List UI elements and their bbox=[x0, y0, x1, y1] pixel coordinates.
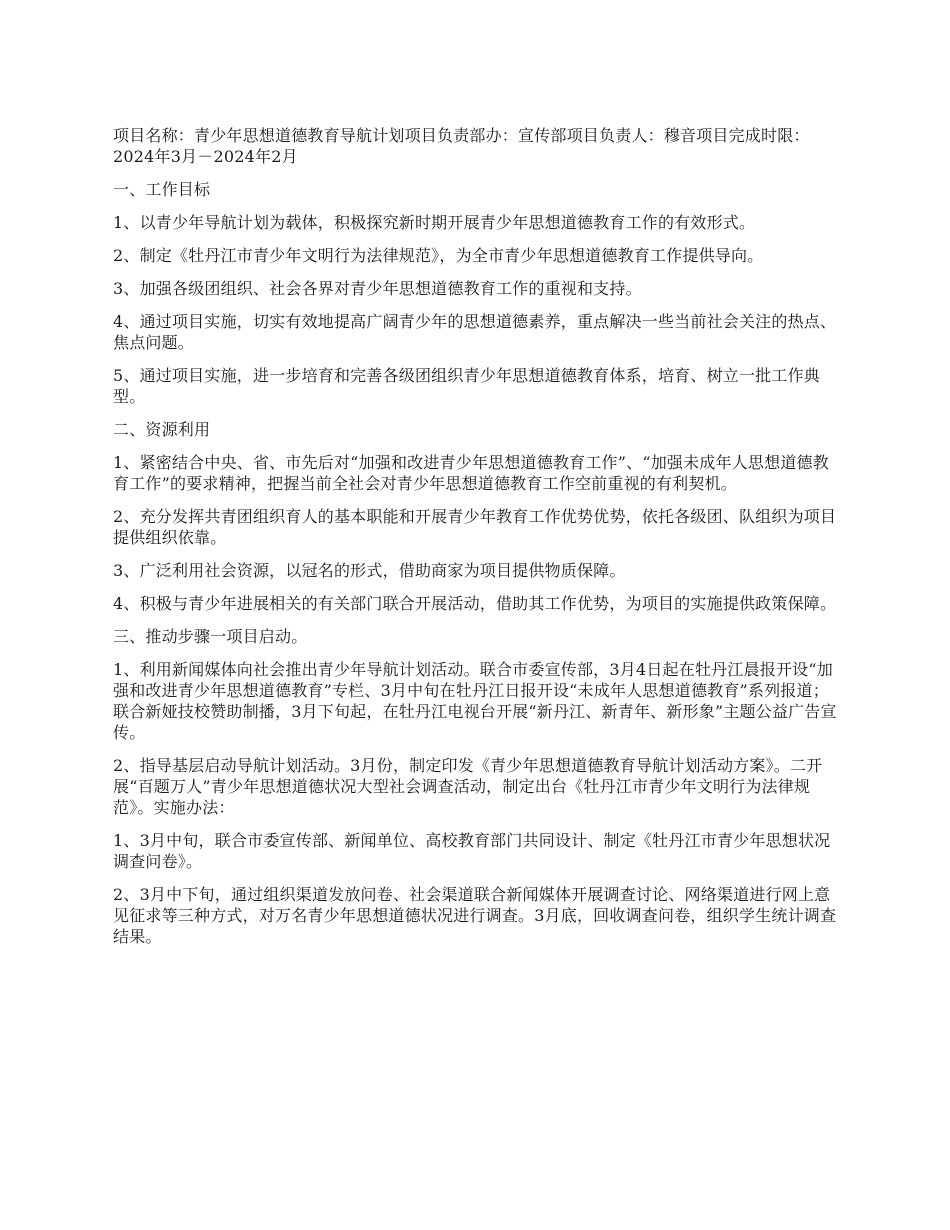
goal-item-4: 4、通过项目实施，切实有效地提高广阔青少年的思想道德素养，重点解决一些当前社会关注的热点、焦点问题。 bbox=[113, 312, 837, 352]
resource-item-4: 4、积极与青少年进展相关的有关部门联合开展活动，借助其工作优势，为项目的实施提供政策保障。 bbox=[113, 594, 837, 613]
goal-item-5: 5、通过项目实施，进一步培育和完善各级团组织青少年思想道德教育体系，培育、树立一批工作典型。 bbox=[113, 366, 820, 406]
method-item-1: 1、3月中旬，联合市委宣传部、新闻单位、高校教育部门共同设计、制定《牡丹江市青少年思想状况调查问卷》。 bbox=[113, 831, 831, 871]
section-heading-resources: 二、资源利用 bbox=[113, 420, 211, 439]
goal-item-2: 2、制定《牡丹江市青少年文明行为法律规范》，为全市青少年思想道德教育工作提供导向。 bbox=[113, 246, 764, 265]
goal-item-3: 3、加强各级团组织、社会各界对青少年思想道德教育工作的重视和支持。 bbox=[113, 279, 642, 298]
step-item-1: 1、利用新闻媒体向社会推出青少年导航计划活动。联合市委宣传部，3月4日起在牡丹江晨报开设“加强和改进青少年思想道德教育”专栏、3月中旬在牡丹江日报开设“未成年人思想道德教育”系列报道；联合新娅技校赞助制播，3月下旬起，在牡丹江电视台开展“新丹江、新青年、新形象”主题公益广告宣传。 bbox=[113, 660, 837, 742]
method-item-2: 2、3月中下旬，通过组织渠道发放问卷、社会渠道联合新闻媒体开展调查讨论、网络渠道进行网上意见征求等三种方式，对万名青少年思想道德状况进行调查。3月底，回收调查问卷，组织学生统计调查结果。 bbox=[113, 885, 837, 946]
resource-item-2: 2、充分发挥共青团组织育人的基本职能和开展青少年教育工作优势优势，依托各级团、队组织为项目提供组织依靠。 bbox=[113, 507, 837, 547]
section-heading-goals: 一、工作目标 bbox=[113, 180, 211, 199]
section-heading-steps: 三、推动步骤一项目启动。 bbox=[113, 627, 308, 646]
resource-item-1: 1、紧密结合中央、省、市先后对“加强和改进青少年思想道德教育工作”、“加强未成年人思想道德教育工作”的要求精神，把握当前全社会对青少年思想道德教育工作空前重视的有利契机。 bbox=[113, 453, 829, 493]
step-item-2: 2、指导基层启动导航计划活动。3月份，制定印发《青少年思想道德教育导航计划活动方案》。二开展“百题万人”青少年思想道德状况大型社会调查活动，制定出台《牡丹江市青少年文明行为法律规范》。实施办法： bbox=[113, 756, 823, 817]
resource-item-3: 3、广泛利用社会资源，以冠名的形式，借助商家为项目提供物质保障。 bbox=[113, 561, 626, 580]
document-body bbox=[113, 125, 843, 959]
goal-item-1: 1、以青少年导航计划为载体，积极探究新时期开展青少年思想道德教育工作的有效形式。 bbox=[113, 213, 756, 232]
project-info-paragraph: 项目名称：青少年思想道德教育导航计划项目负责部办：宣传部项目负责人：穆音项目完成时限：2024年3月－2024年2月 bbox=[113, 126, 810, 166]
